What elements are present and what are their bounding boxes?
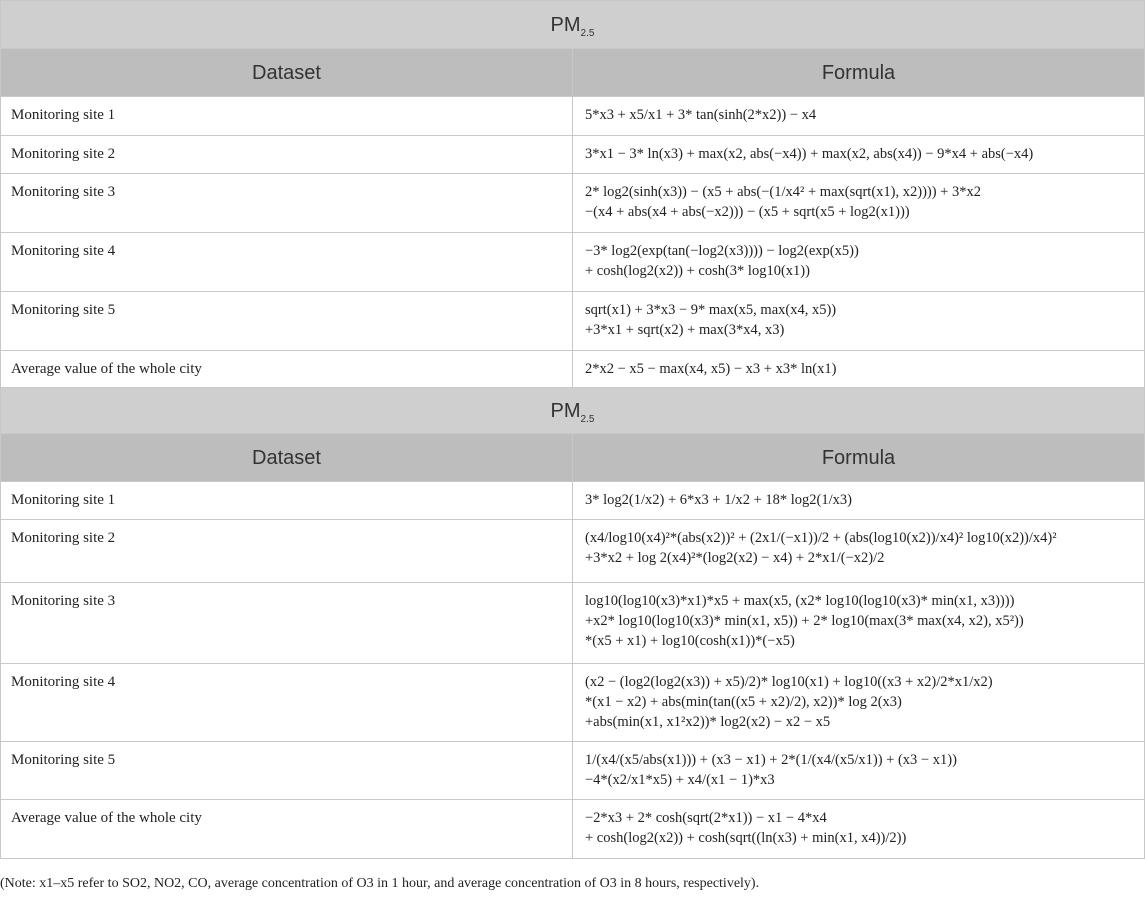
formula-cell	[573, 351, 1145, 389]
formula-line: + cosh(log2(x2)) + cosh(3* log10(x1))	[585, 263, 810, 279]
dataset-cell: Monitoring site 4	[1, 664, 573, 742]
formula-table-2	[0, 387, 1145, 859]
column-header-formula: Formula	[573, 49, 1145, 97]
formula-cell	[573, 520, 1145, 583]
dataset-cell: Monitoring site 3	[1, 583, 573, 664]
formula-line: (x2 − (log2(log2(x3)) + x5)/2)* log10(x1) + log10((x3 + x2)/2*x1/x2)	[585, 674, 993, 690]
formula-line: −2*x3 + 2* cosh(sqrt(2*x1)) − x1 − 4*x4	[585, 810, 827, 826]
formula-cell	[573, 664, 1145, 742]
table-title: $PM_{2.5}$	[1, 1, 1145, 49]
formula-cell	[573, 97, 1145, 136]
dataset-cell: Monitoring site 1	[1, 97, 573, 136]
dataset-cell: Monitoring site 2	[1, 136, 573, 174]
formula-line: 5*x3 + x5/x1 + 3* tan(sinh(2*x2)) − x4	[585, 107, 817, 123]
table-row	[1, 97, 1145, 136]
dataset-cell: Monitoring site 4	[1, 233, 573, 292]
column-header-dataset: Dataset	[1, 434, 573, 482]
dataset-cell: Average value of the whole city	[1, 800, 573, 859]
formula-cell	[573, 292, 1145, 351]
column-header-dataset: Dataset	[1, 49, 573, 97]
table-row	[1, 482, 1145, 520]
dataset-cell: Monitoring site 3	[1, 174, 573, 233]
formula-line: −(x4 + abs(x4 + abs(−x2))) − (x5 + sqrt(x5 + log2(x1)))	[585, 204, 910, 220]
table-note: (Note: x1–x5 refer to SO2, NO2, CO, average concentration of O3 in 1 hour, and average concentration of O3 in 8 hours, respectively).	[0, 876, 760, 891]
formula-line: (x4/log10(x4)²*(abs(x2))² + (2x1/(−x1))/2 + (abs(log10(x2))/x4)² log10(x2))/x4)²	[585, 530, 1057, 546]
formula-line: 3* log2(1/x2) + 6*x3 + 1/x2 + 18* log2(1/x3)	[585, 492, 852, 508]
formula-cell	[573, 800, 1145, 859]
formula-line: 2*x2 − x5 − max(x4, x5) − x3 + x3* ln(x1)	[585, 361, 837, 377]
formula-line: *(x1 − x2) + abs(min(tan((x5 + x2)/2), x2))* log 2(x3)	[585, 694, 902, 710]
formula-cell	[573, 233, 1145, 292]
table-row	[1, 174, 1145, 233]
dataset-cell: Monitoring site 1	[1, 482, 573, 520]
table-row	[1, 664, 1145, 742]
dataset-cell: Monitoring site 2	[1, 520, 573, 583]
formula-line: +3*x1 + sqrt(x2) + max(3*x4, x3)	[585, 322, 785, 338]
table-row	[1, 351, 1145, 389]
formula-line: +3*x2 + log 2(x4)²*(log2(x2) − x4) + 2*x1/(−x2)/2	[585, 550, 885, 566]
formula-line: 3*x1 − 3* ln(x3) + max(x2, abs(−x4)) + max(x2, abs(x4)) − 9*x4 + abs(−x4)	[585, 146, 1034, 162]
column-header-formula: Formula	[573, 434, 1145, 482]
formula-table-1	[0, 0, 1145, 389]
formula-cell	[573, 482, 1145, 520]
formula-line: 1/(x4/(x5/abs(x1))) + (x3 − x1) + 2*(1/(x4/(x5/x1)) + (x3 − x1))	[585, 752, 957, 768]
table-row	[1, 233, 1145, 292]
formula-line: +abs(min(x1, x1²x2))* log2(x2) − x2 − x5	[585, 714, 831, 730]
formula-line: +x2* log10(log10(x3)* min(x1, x5)) + 2* log10(max(3* max(x4, x2), x5²))	[585, 613, 1024, 629]
formula-line: −3* log2(exp(tan(−log2(x3)))) − log2(exp(x5))	[585, 243, 859, 259]
table-row	[1, 292, 1145, 351]
formula-line: −4*(x2/x1*x5) + x4/(x1 − 1)*x3	[585, 772, 775, 788]
table-row	[1, 136, 1145, 174]
table-row	[1, 800, 1145, 859]
table-title: $PM_{2.5}$	[1, 388, 1145, 434]
formula-line: + cosh(log2(x2)) + cosh(sqrt((ln(x3) + min(x1, x4))/2))	[585, 830, 907, 846]
formula-line: log10(log10(x3)*x1)*x5 + max(x5, (x2* log10(log10(x3)* min(x1, x3))))	[585, 593, 1015, 609]
dataset-cell: Monitoring site 5	[1, 292, 573, 351]
dataset-cell: Average value of the whole city	[1, 351, 573, 389]
table-row	[1, 520, 1145, 583]
dataset-cell: Monitoring site 5	[1, 742, 573, 800]
table-row	[1, 742, 1145, 800]
formula-cell	[573, 742, 1145, 800]
formula-line: sqrt(x1) + 3*x3 − 9* max(x5, max(x4, x5))	[585, 302, 837, 318]
formula-line: 2* log2(sinh(x3)) − (x5 + abs(−(1/x4² + max(sqrt(x1), x2)))) + 3*x2	[585, 184, 981, 200]
formula-cell	[573, 136, 1145, 174]
formula-cell	[573, 583, 1145, 664]
formula-line: *(x5 + x1) + log10(cosh(x1))*(−x5)	[585, 633, 795, 649]
table-row	[1, 583, 1145, 664]
formula-cell	[573, 174, 1145, 233]
